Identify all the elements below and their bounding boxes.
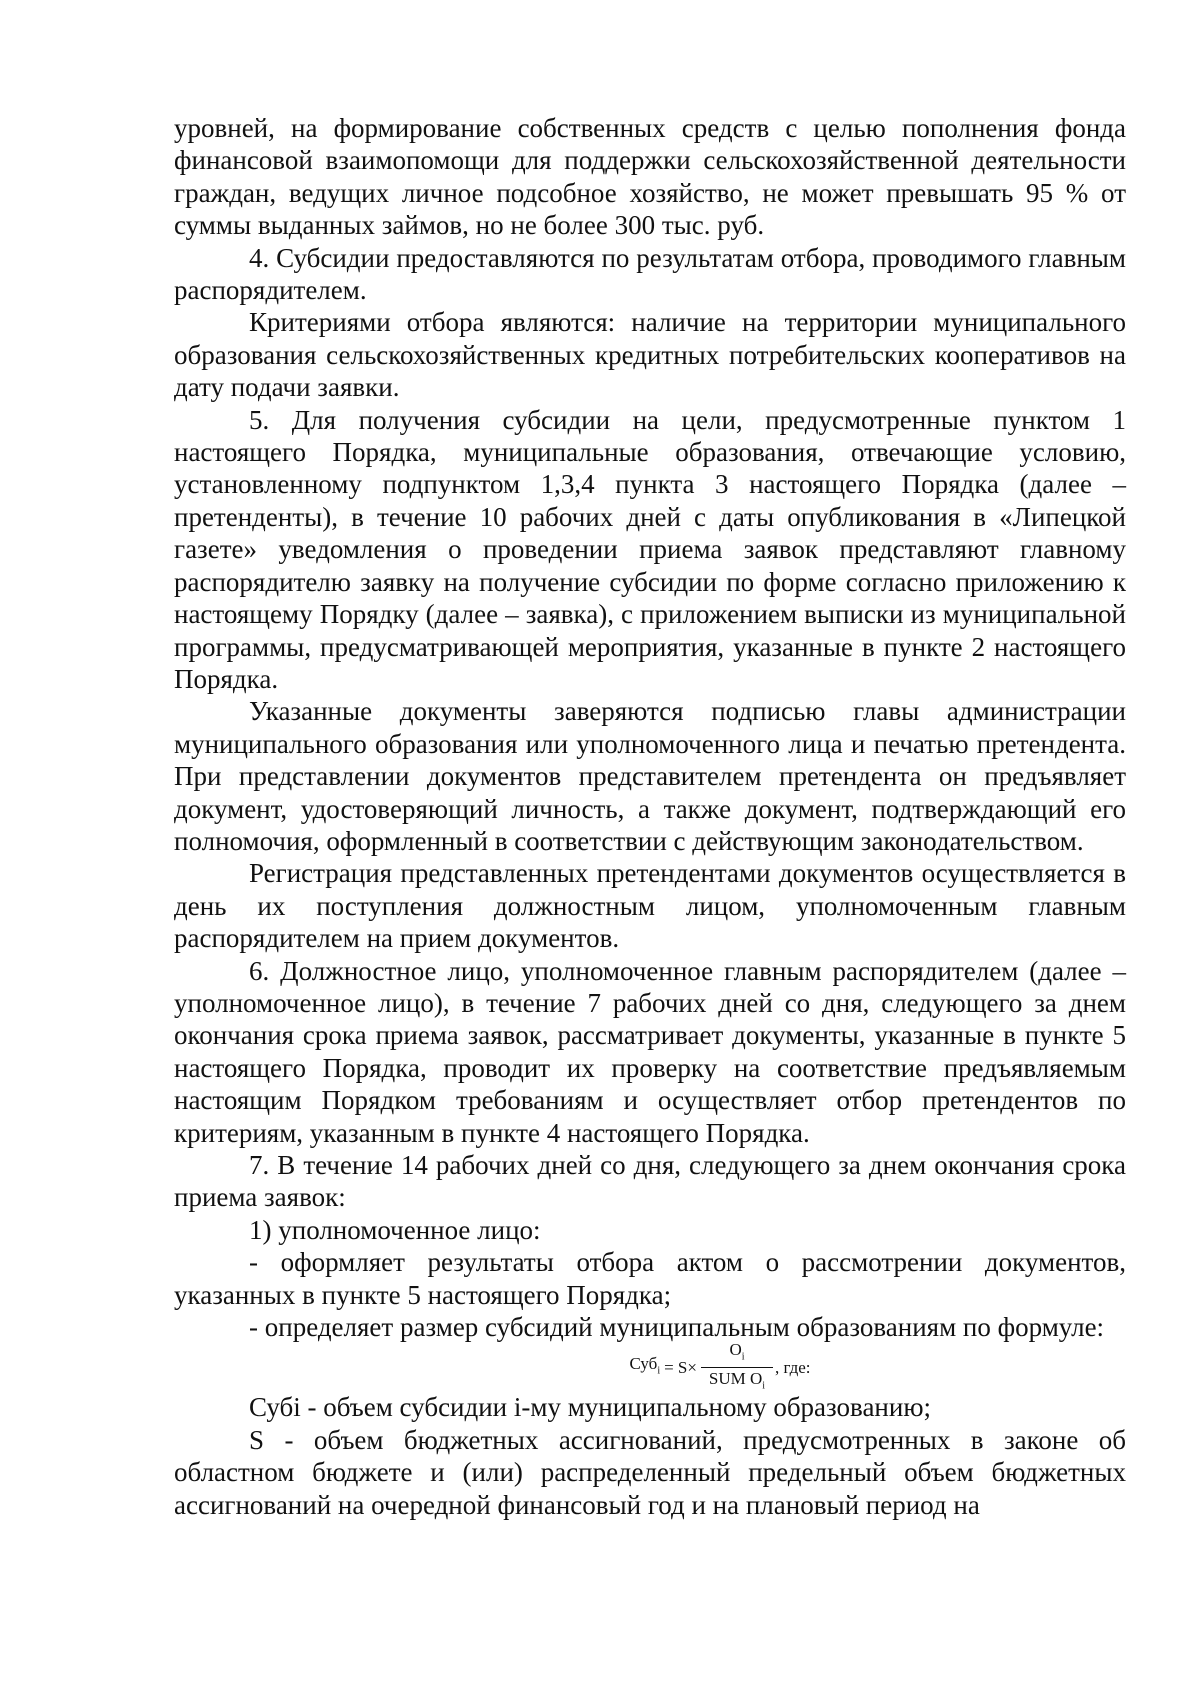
paragraph-5: Указанные документы заверяются подписью главы администрации муниципального образования или уполномоченного лица и печатью претендента. При представлении документов представителем претендента он предъявляет документ, удостоверяющий личность, а также документ, подтверждающий его полномочия, оформленный в соответствии с действующим законодательством.: [174, 696, 1126, 856]
paragraph-2: 4. Субсидии предоставляются по результатам отбора, проводимого главным распорядителем.: [174, 242, 1126, 306]
paragraph-10: - оформляет результаты отбора актом о рассмотрении документов, указанных в пункте 5 настоящего Порядка;: [174, 1247, 1126, 1310]
formula-denominator-sub: i: [762, 1380, 766, 1392]
paragraph-12: Субi - объем субсидии i-му муниципальному образованию;: [249, 1392, 932, 1423]
paragraph-1: уровней, на формирование собственных средств с целью пополнения фонда финансовой взаимопомощи для поддержки сельскохозяйственной деятельности граждан, ведущих личное подсобное хозяйство, не может превышать 95 % от суммы выданных займов, но не более 300 тыс. руб.: [174, 113, 1126, 241]
paragraph-3: Критериями отбора являются: наличие на территории муниципального образования сельскохозяйственных кредитных потребительских кооперативов на дату подачи заявки.: [174, 307, 1126, 403]
formula-lhs-sub: i: [657, 1365, 661, 1377]
subsidy-formula: [314, 1339, 1126, 1392]
document-body: [174, 112, 1126, 1521]
formula-denominator: [709, 1368, 765, 1394]
paragraph-4: 5. Для получения субсидии на цели, предусмотренные пунктом 1 настоящего Порядка, муниципальные образования, отвечающие условию, установленному подпунктом 1,3,4 пункта 3 настоящего Порядка (далее – претенденты), в течение 10 рабочих дней с даты опубликования в «Липецкой газете» уведомления о проведении приема заявок представляют главному распорядителю заявку на получение субсидии по форме согласно приложению к настоящему Порядку (далее – заявка), с приложением выписки из муниципальной программы, предусматривающей мероприятия, указанные в пункте 2 настоящего Порядка.: [174, 404, 1126, 694]
paragraph-11: - определяет размер субсидий муниципальным образованиям по формуле:: [249, 1312, 1105, 1343]
formula-denominator-text: SUM O: [708, 1368, 763, 1388]
formula-numerator: [701, 1341, 773, 1368]
paragraph-13: S - объем бюджетных ассигнований, предусмотренных в законе об областном бюджете и (или) распределенный предельный объем бюджетных ассигнований на очередной финансовый год и на плановый период на: [174, 1424, 1126, 1520]
paragraph-8: 7. В течение 14 рабочих дней со дня, следующего за днем окончания срока приема заявок:: [174, 1150, 1126, 1213]
paragraph-7: 6. Должностное лицо, уполномоченное главным распорядителем (далее – уполномоченное лицо), в течение 7 рабочих дней со дня, следующего за днем окончания срока приема заявок, рассматривает документы, указанные в пункте 5 настоящего Порядка, проводит их проверку на соответствие предъявляемым настоящим Порядком требованиям и осуществляет отбор претендентов по критериям, указанным в пункте 4 настоящего Порядка.: [174, 955, 1126, 1148]
formula-suffix: , где:: [774, 1357, 811, 1377]
paragraph-9: 1) уполномоченное лицо:: [249, 1214, 541, 1245]
formula-numerator-text: O: [729, 1339, 742, 1359]
formula-fraction: [701, 1341, 773, 1395]
formula-lhs-text: Суб: [629, 1354, 658, 1374]
formula-operator: = S×: [664, 1357, 697, 1377]
paragraph-6: Регистрация представленных претендентами документов осуществляется в день их поступления должностным лицом, уполномоченным главным распорядителем на прием документов.: [174, 858, 1126, 954]
formula-numerator-sub: i: [741, 1350, 745, 1362]
formula-lhs: [629, 1355, 660, 1379]
